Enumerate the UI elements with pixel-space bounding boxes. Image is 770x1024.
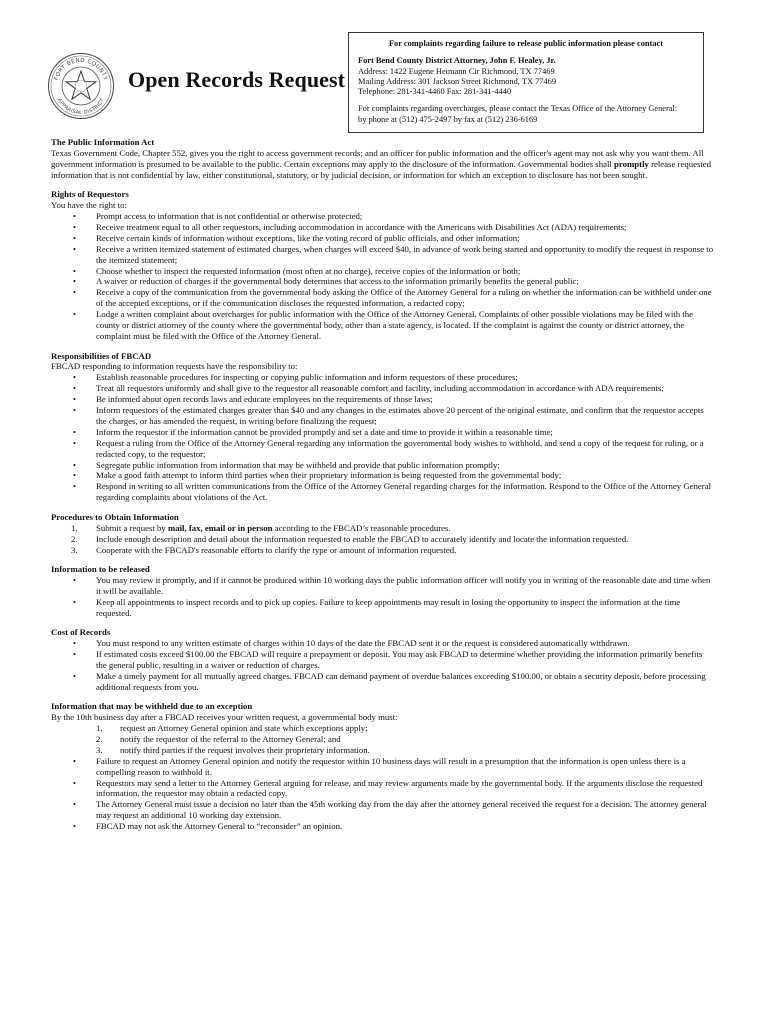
section-heading: Procedures to Obtain Information [51,511,179,522]
page-title: Open Records Request [128,67,346,92]
list-item: • Establish reasonable procedures for inspecting or copying public information and inform requestors of these procedures; [51,372,715,383]
procedures-list [51,523,715,556]
list-item: • Treat all requestors uniformly and shall give to the requestor all reasonable comfort and facility, including accommodation in accordance with ADA requirements; [51,383,715,394]
numbered-item [51,545,715,556]
section-heading: Information to be released [51,564,150,574]
list-item: • Inform requestors of the estimated charges greater than $40 and any changes in the estimates above 20 percent of the original estimate, and confirm that the requestor accepts the charges, or has amended the request, in writing before finalizing the request; [51,405,715,427]
overcharge-contact-line-1: For complaints regarding overcharges, please contact the Texas Office of the Attorney General: [358,104,678,114]
item-number: 2. [96,733,103,744]
pia-bold-text: promptly [614,158,649,169]
list-item: • Requestors may send a letter to the Attorney General arguing for release, and may review arguments made by the governmental body. If the arguments disclose the requested information, the requestor may obtain a redacted copy. [51,778,715,800]
rights-list [51,211,715,342]
da-mailing-address: Mailing Address: 301 Jackson Street Richmond, TX 77469 [358,76,557,86]
section-responsibilities [51,351,715,504]
section-heading: Cost of Records [51,627,111,638]
item-text: Cooperate with the FBCAD's reasonable efforts to clarify the type or amount of information requested. [96,544,457,555]
list-item: • The Attorney General must issue a decision no later than the 45th working day from the day after the attorney general received the request for a decision. The attorney general may request an additional 10 working day extension. [51,799,715,821]
section-heading: Information that may be withheld due to an exception [51,701,253,712]
section-intro: FBCAD responding to information requests have the responsibility to: [51,361,298,372]
section-intro: You have the right to: [51,200,127,211]
section-cost-of-records [51,627,715,692]
section-intro: By the 10th business day after a FBCAD receives your written request, a governmental body must: [51,712,398,723]
item-text-end: according to the FBCAD’s reasonable procedures. [272,522,451,533]
numbered-item [51,734,715,745]
seal-bottom-text: APPRAISAL DISTRICT [55,97,107,117]
item-number: 2. [71,533,78,544]
list-item: • Receive certain kinds of information without exceptions, like the voting record of public officials, and other information; [51,233,715,244]
item-number: 3. [71,544,78,555]
list-item: • FBCAD may not ask the Attorney General to “reconsider” an opinion. [51,821,715,832]
section-procedures [51,512,715,556]
item-text: notify third parties if the request involves their proprietary information. [120,744,370,755]
list-item: • Request a ruling from the Office of the Attorney General regarding any information the governmental body wishes to withhold, and send a copy of the request for ruling, or a redacted copy, to the requestor; [51,438,715,460]
list-item: • Prompt access to information that is not confidential or otherwise protected; [51,211,715,222]
star-icon [66,71,96,99]
section-heading: Rights of Requestors [51,189,129,200]
pia-paragraph [51,148,715,181]
numbered-item [51,534,715,545]
contact-header: For complaints regarding failure to release public information please contact [388,39,664,48]
list-item: • Lodge a written complaint about overcharges for public information with the Office of the Attorney General. Complaints of other possible violations may be filed with the county or district attorney of the county where the governmental body, other than a state agency, is located. If the complaint is against the county or district attorney, the complaint must be filed with the Office of the Attorney General. [51,309,715,342]
list-item: • Be informed about open records laws and educate employees on the requirements of those laws; [51,394,715,405]
list-item: • Choose whether to inspect the requested information (most often at no charge), receive copies of the information or both; [51,266,715,277]
section-information-released [51,564,715,619]
numbered-item [51,723,715,734]
list-item: • Inform the requestor if the information cannot be provided promptly and set a date and time to provide it within a reasonable time; [51,427,715,438]
section-heading: Responsibilities of FBCAD [51,350,152,361]
complaints-contact-box [348,32,704,133]
item-text: Include enough description and detail about the information requested to enable the FBCAD to accurately identify and locate the information requested. [96,533,629,544]
list-item: • You must respond to any written estimate of charges within 10 days of the date the FBCAD sent it or the request is considered automatically withdrawn. [51,638,715,649]
withheld-list [51,756,715,832]
released-list [51,575,715,619]
list-item: • Keep all appointments to inspect records and to pick up copies. Failure to keep appointments may result in losing the opportunity to inspect the information at the time requested. [51,597,715,619]
numbered-item [51,523,715,534]
overcharge-contact-line-2: by phone at (512) 475-2497 by fax at (512) 236-6169 [358,114,538,124]
document-body [51,137,715,841]
item-text: notify the requestor of the referral to the Attorney General; and [120,733,341,744]
pia-text-end: release requested information that is not confidential by law, either constitutional, statutory, or by judicial decision, or information for which an exception to disclosure has not been sought. [51,158,712,180]
list-item: • Make a good faith attempt to inform third parties when their proprietary information is being requested from the governmental body; [51,470,715,481]
item-bold-text: mail, fax, email or in person [167,522,273,533]
list-item: • Receive treatment equal to all other requestors, including accommodation in accordance with the Americans with Disabilities Act (ADA) requirements; [51,222,715,233]
list-item: • You may review it promptly, and if it cannot be produced within 10 working days the public information officer will notify you in writing of the reasonable date and time when it will be available. [51,575,715,597]
item-text: Submit a request by [96,522,168,533]
item-number: 3. [96,744,103,755]
list-item: • If estimated costs exceed $100.00 the FBCAD will require a prepayment or deposit. You may ask FBCAD to determine whether providing the information primarily benefits the general public, resulting in a waiver or reduction of charges. [51,649,715,671]
withheld-steps-list [51,723,715,756]
item-number: 1. [71,522,78,533]
list-item: • Receive a written itemized statement of estimated charges, when charges will exceed $40, in advance of work being started and opportunity to modify the request in response to the itemized statement; [51,244,715,266]
section-heading: The Public Information Act [51,137,155,147]
list-item: • Failure to request an Attorney General opinion and notify the requestor within 10 business days will result in a presumption that the information is open unless there is a compelling reason to withhold it. [51,756,715,778]
da-telephone: Telephone: 281-341-4460 Fax: 281-341-4440 [358,87,512,97]
list-item: • Receive a copy of the communication from the governmental body asking the Office of the Attorney General for a ruling on whether the information can be withheld under one of the accepted exceptions, or if the communication discloses the requested information, a redacted copy; [51,287,715,309]
numbered-item [51,745,715,756]
list-item: • A waiver or reduction of charges if the governmental body determines that access to the information primarily benefits the general public; [51,276,715,287]
list-item: • Make a timely payment for all mutually agreed charges. FBCAD can demand payment of overdue balances exceeding $100.00, or obtain a security deposit, before processing additional requests from you. [51,671,715,693]
da-address: Address: 1422 Eugene Heimann Cir Richmond, TX 77469 [358,66,555,76]
section-public-information-act [51,137,715,181]
list-item: • Respond in writing to all written communications from the Office of the Attorney General regarding charges for the information. Respond to the Office of the Attorney General regarding complaints about violations of the Act. [51,481,715,503]
seal-top-text: FORT BEND COUNTY [53,57,109,82]
item-number: 1. [96,722,103,733]
county-seal-logo [47,52,115,120]
district-attorney-name: Fort Bend County District Attorney, John F. Healey, Jr. [358,56,556,66]
section-rights-of-requestors [51,189,715,342]
list-item: • Segregate public information from information that may be withheld and provide that public information promptly; [51,460,715,471]
pia-text: Texas Government Code, Chapter 552, gives you the right to access government records; and an officer for public information and the officer's agent may not ask why you want them. All government information is presumed to be available to the public. Certain exceptions may apply to the disclosure of the information. Governmental bodies shall [51,147,704,169]
responsibilities-list [51,372,715,503]
section-information-withheld [51,701,715,832]
cost-list [51,638,715,693]
item-text: request an Attorney General opinion and state which exceptions apply; [120,722,368,733]
